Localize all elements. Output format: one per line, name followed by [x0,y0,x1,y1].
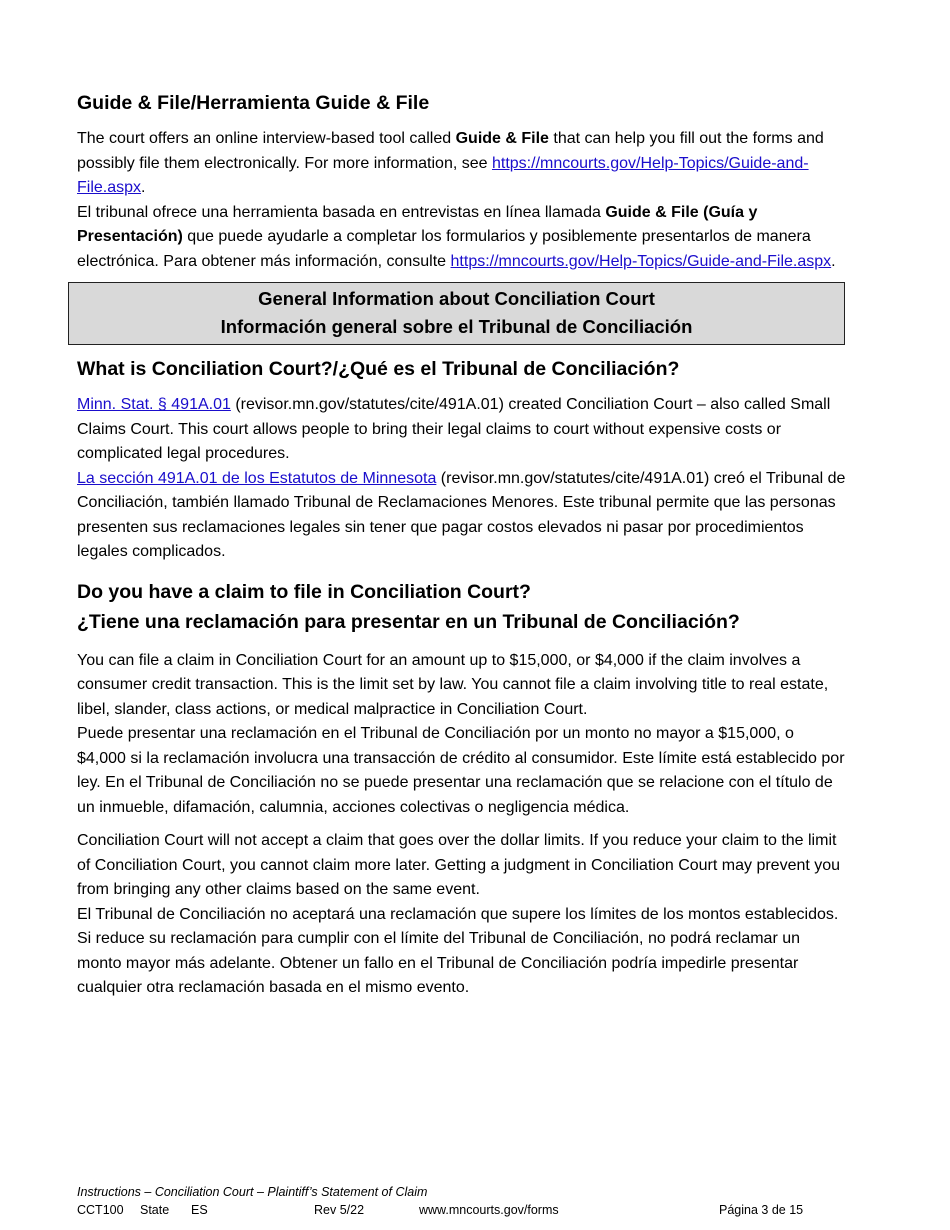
page-footer [77,1183,807,1219]
guide-link-es[interactable]: https://mncourts.gov/Help-Topics/Guide-and-File.aspx [450,252,832,270]
statute-link-en[interactable]: Minn. Stat. § 491A.01 [77,396,231,413]
statute-link-es[interactable]: La sección 491A.01 de los Estatutos de Minnesota [77,469,437,487]
footer-title: Instructions – Conciliation Court – Plaintiff’s Statement of Claim [77,1185,428,1199]
footer-info-row [77,1201,807,1219]
claim-heading-es: ¿Tiene una reclamación para presentar en un Tribunal de Conciliación? [77,610,740,633]
claim-paragraph-2-en: Conciliation Court will not accept a claim that goes over the dollar limits. If you reduce your claim to the limit of Conciliation Court, you cannot claim more later. Getting a judgment in Conciliation Court may prevent you from bringing any other claims based on the same event. [77,832,841,898]
footer-form-code: CCT100 [77,1203,124,1217]
footer-revision: Rev 5/22 [314,1203,365,1217]
claim-paragraph-1-es: Puede presentar una reclamación en el Tribunal de Conciliación por un monto no mayor a $15,000, o $4,000 si la reclamación involucra una transacción de crédito al consumidor. Este límite está establecido por ley. En el Tribunal de Conciliación no se puede presentar una reclamación que se relacione con el título de un inmueble, difamación, calumnia, acciones colectivas o negligencia médica. [77,725,845,816]
guide-paragraph-en: The court offers an online interview-based tool called Guide & File that can help you fill out the forms and possibly file them electronically. For more information, see https://mncourts.gov/Help-Topics/Guide-and-File.aspx. [77,130,824,196]
guide-link-en[interactable]: https://mncourts.gov/Help-Topics/Guide-and-File.aspx [77,154,809,196]
what-paragraph-en: Minn. Stat. § 491A.01 (revisor.mn.gov/statutes/cite/491A.01) created Conciliation Court – also called Small Claims Court. This court allows people to bring their legal claims to court without expensive costs or complicated legal procedures. [77,396,831,462]
guide-paragraph-es: El tribunal ofrece una herramienta basada en entrevistas en línea llamada Guide & File (Guía y Presentación) que puede ayudarle a completar los formularios y posiblemente presentarlos de manera electrónica. Para obtener más información, consulte https://mncourts.gov/Help-Topics/Guide-and-File.aspx. [77,203,836,270]
banner-title-en: General Information about Conciliation Court [258,288,655,309]
claim-heading-en: Do you have a claim to file in Conciliation Court? [77,580,531,603]
claim-paragraph-2-es: El Tribunal de Conciliación no aceptará una reclamación que supere los límites de los montos establecidos. Si reduce su reclamación para cumplir con el límite del Tribunal de Conciliación, no podrá reclamar un monto mayor más adelante. Obtener un fallo en el Tribunal de Conciliación podría impedirle presentar cualquier otra reclamación basada en el mismo evento. [77,905,839,996]
footer-state: State [140,1203,170,1217]
what-paragraph-es: La sección 491A.01 de los Estatutos de Minnesota (revisor.mn.gov/statutes/cite/491A.01) creó el Tribunal de Conciliación, también llamado Tribunal de Reclamaciones Menores. Este tribunal permite que las personas presenten sus reclamaciones legales sin tener que pagar costos elevados ni pasar por procedimientos legales complicados. [77,469,846,560]
banner-title-es: Información general sobre el Tribunal de Conciliación [220,316,693,337]
what-heading: What is Conciliation Court?/¿Qué es el Tribunal de Conciliación? [77,358,680,380]
claim-paragraph-1-en: You can file a claim in Conciliation Court for an amount up to $15,000, or $4,000 if the claim involves a consumer credit transaction. This is the limit set by law. You cannot file a claim involving title to real estate, libel, slander, class actions, or medical malpractice in Conciliation Court. [77,651,829,718]
footer-website: www.mncourts.gov/forms [419,1203,559,1217]
section-banner [68,282,845,345]
guide-heading: Guide & File/Herramienta Guide & File [77,92,430,114]
footer-language: ES [191,1203,208,1217]
footer-page-number: Página 3 de 15 [719,1203,804,1217]
guide-bold-es: Guide & File (Guía y Presentación) [77,203,758,245]
document-body [77,88,847,1001]
guide-bold-en: Guide & File [455,130,549,147]
